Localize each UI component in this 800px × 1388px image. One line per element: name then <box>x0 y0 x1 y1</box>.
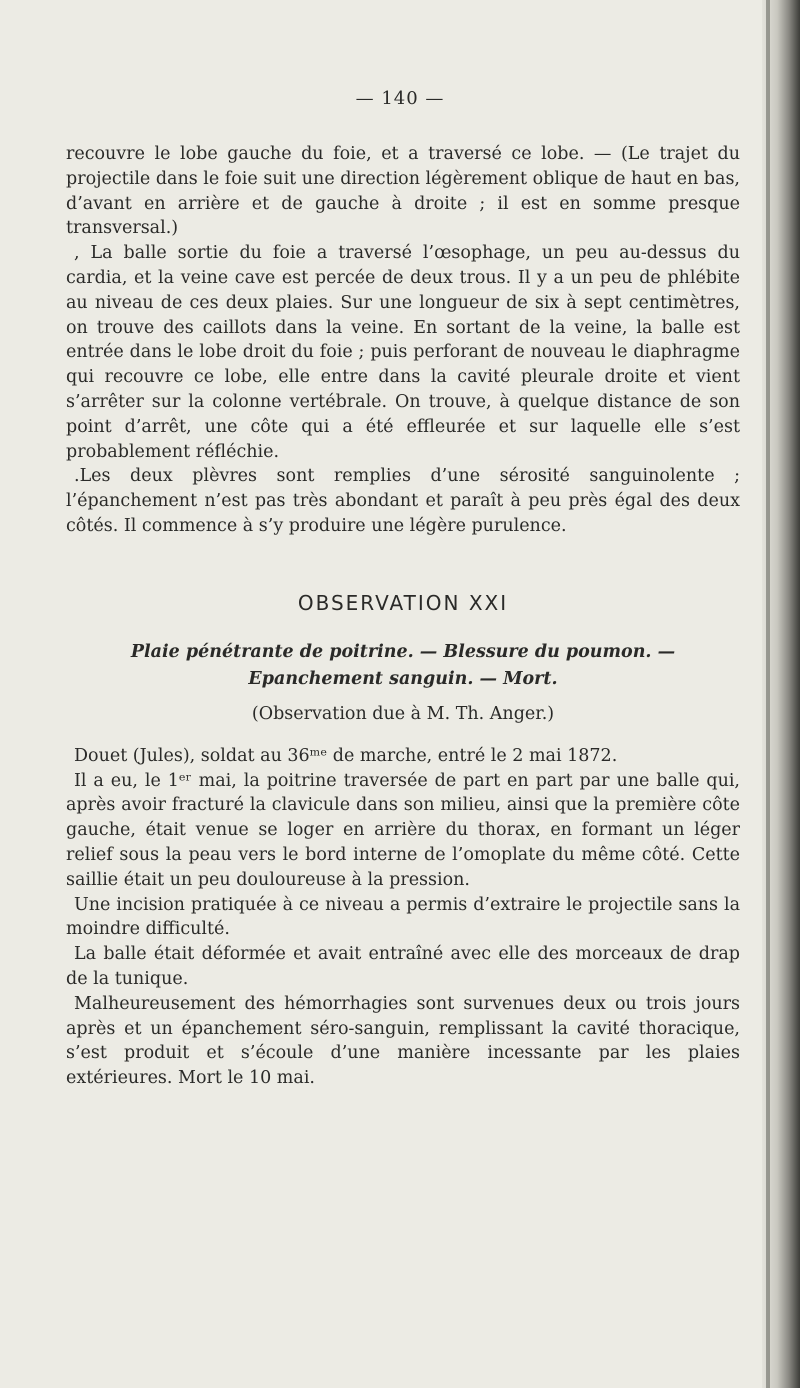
observation-title: OBSERVATION XXI <box>297 590 509 615</box>
paragraph-liver-trajectory: recouvre le lobe gauche du foie, et a traversé ce lobe. — (Le trajet du projectile dans le foie suit une direction légèrement oblique de haut en bas, d’avant en arrière et de gauche à droite ; il est en somme presque transversal.) <box>66 144 740 239</box>
observation-credit: (Observation due à M. Th. Anger.) <box>251 703 555 724</box>
page-edge-line <box>766 0 770 1388</box>
paragraph-pleura: .Les deux plèvres sont remplies d’une sérosité sanguinolente ; l’épanchement n’est pas très abondant et paraît à peu près égal des deux côtés. Il commence à s’y produire une légère purulence. <box>66 466 740 536</box>
paragraph-outcome: Malheureusement des hémorrhagies sont survenues deux ou trois jours après et un épanchement séro-sanguin, remplissant la cavité thoracique, s’est produit et s’écoule d’une manière incessante par les plaies extérieures. Mort le 10 mai. <box>66 993 740 1089</box>
page-number-text: — 140 — <box>355 88 445 109</box>
observation-subtitle: Plaie pénétrante de poitrine. — Blessure du poumon. — Epanchement sanguin. — Mort. <box>130 641 676 689</box>
paragraph-wound: Il a eu, le 1ᵉʳ mai, la poitrine traversée de part en part par une balle qui, après avoir fracturé la clavicule dans son milieu, ainsi que la première côte gauche, était venue se loger en arrière du thorax, en formant un léger relief sous la peau vers le bord interne de l’omoplate du même côté. Cette saillie était un peu douloureuse à la pression. <box>66 770 740 890</box>
page-number <box>0 88 800 109</box>
paragraph-patient: Douet (Jules), soldat au 36ᵐᵉ de marche, entré le 2 mai 1872. <box>74 745 618 766</box>
page-body <box>66 142 740 1091</box>
paragraph-bullet-deformed: La balle était déformée et avait entraîné avec elle des morceaux de drap de la tunique. <box>66 944 740 989</box>
paragraph-incision: Une incision pratiquée à ce niveau a permis d’extraire le projectile sans la moindre difficulté. <box>66 894 740 940</box>
paragraph-bullet-path: , La balle sortie du foie a traversé l’œsophage, un peu au-dessus du cardia, et la veine cave est percée de deux trous. Il y a un peu de phlébite au niveau de ces deux plaies. Sur une longueur de six à sept centimètres, on trouve des caillots dans la veine. En sortant de la veine, la balle est entrée dans le lobe droit du foie ; puis perforant de nouveau le diaphragme qui recouvre ce lobe, elle entre dans la cavité pleurale droite et vient s’arrêter sur la colonne vertébrale. On trouve, à quelque distance de son point d’arrêt, une côte qui a été effleurée et sur laquelle elle s’est probablement réfléchie. <box>66 243 740 462</box>
